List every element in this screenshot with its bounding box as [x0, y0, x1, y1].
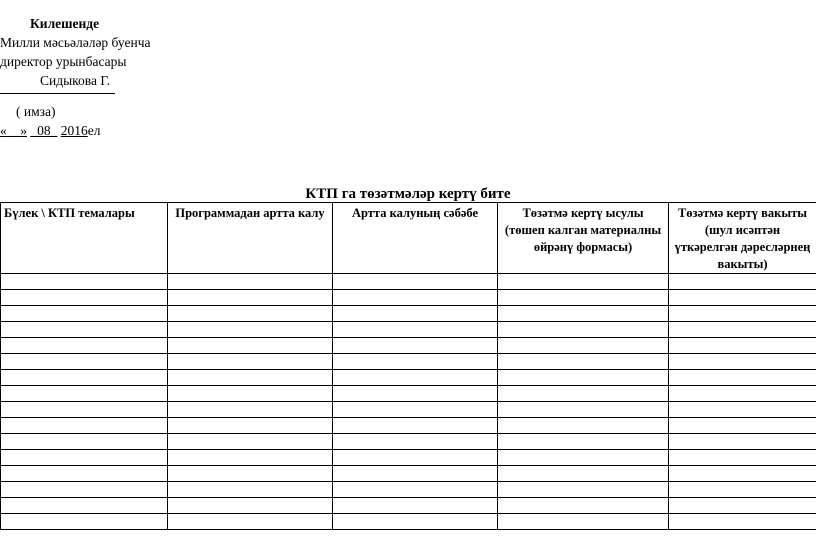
table-row	[1, 290, 816, 306]
table-row	[1, 466, 816, 482]
table-cell	[498, 498, 669, 514]
table-cell	[168, 514, 333, 530]
table-cell	[168, 450, 333, 466]
table-cell	[1, 306, 168, 322]
table-cell	[333, 370, 498, 386]
table-cell	[669, 466, 816, 482]
table-cell	[168, 354, 333, 370]
table-cell	[498, 354, 669, 370]
table-cell	[669, 482, 816, 498]
approval-date	[0, 121, 100, 140]
header-program-lag: Программадан арттa калу	[168, 203, 333, 274]
date-year: 2016	[60, 123, 88, 138]
table-cell	[498, 402, 669, 418]
table-cell	[498, 386, 669, 402]
table-cell	[333, 466, 498, 482]
table-cell	[333, 402, 498, 418]
table-cell	[168, 418, 333, 434]
table-row	[1, 274, 816, 290]
date-close: »	[20, 123, 27, 138]
date-month: _08_	[30, 123, 58, 138]
table-cell	[333, 498, 498, 514]
date-day-blank: __	[6, 123, 21, 138]
table-cell	[669, 514, 816, 530]
table-cell	[333, 386, 498, 402]
table-row	[1, 450, 816, 466]
table-cell	[168, 322, 333, 338]
table-row	[1, 434, 816, 450]
document-title: КТП га төзәтмәләр кертү бите	[305, 186, 511, 202]
table-cell	[1, 386, 168, 402]
table-cell	[669, 338, 816, 354]
table-cell	[333, 306, 498, 322]
table-cell	[1, 514, 168, 530]
approval-position-line2: директор урынбасары	[0, 54, 127, 69]
table-cell	[498, 370, 669, 386]
table-cell	[333, 274, 498, 290]
table-cell	[333, 290, 498, 306]
table-row	[1, 482, 816, 498]
table-cell	[669, 402, 816, 418]
table-cell	[168, 402, 333, 418]
table-cell	[168, 466, 333, 482]
header-correction-time: Төзәтмә кертү вакыты (шул исәптән үткәрелгән дәресләрнең вакыты)	[669, 203, 816, 274]
table-cell	[1, 434, 168, 450]
approval-heading: Килешенде	[30, 16, 100, 31]
table-cell	[1, 450, 168, 466]
table-cell	[1, 498, 168, 514]
table-row	[1, 322, 816, 338]
table-cell	[498, 466, 669, 482]
table-cell	[498, 274, 669, 290]
table-row	[1, 498, 816, 514]
table-cell	[333, 354, 498, 370]
table-row	[1, 386, 816, 402]
table-cell	[1, 402, 168, 418]
header-lag-reason: Артта калуның сәбәбе	[333, 203, 498, 274]
table-cell	[168, 386, 333, 402]
table-cell	[669, 418, 816, 434]
table-row	[1, 514, 816, 530]
table-cell	[1, 322, 168, 338]
table-cell	[1, 274, 168, 290]
table-cell	[1, 354, 168, 370]
table-cell	[333, 418, 498, 434]
table-cell	[1, 418, 168, 434]
signature-label: ( имза)	[16, 104, 56, 119]
table-cell	[669, 498, 816, 514]
table-cell	[168, 306, 333, 322]
approval-name: Сидыкова Г.	[40, 73, 111, 88]
table-cell	[498, 338, 669, 354]
table-cell	[498, 482, 669, 498]
table-cell	[333, 450, 498, 466]
table-cell	[669, 386, 816, 402]
table-cell	[333, 514, 498, 530]
table-cell	[1, 338, 168, 354]
table-cell	[168, 274, 333, 290]
table-cell	[168, 338, 333, 354]
table-cell	[498, 306, 669, 322]
table-cell	[669, 370, 816, 386]
table-row	[1, 418, 816, 434]
table-cell	[669, 290, 816, 306]
table-cell	[168, 434, 333, 450]
table-cell	[669, 434, 816, 450]
table-cell	[669, 354, 816, 370]
header-correction-method: Төзәтмә кертү ысулы (төшеп калган материалны өйрәнү формасы)	[498, 203, 669, 274]
table-cell	[1, 290, 168, 306]
table-cell	[498, 418, 669, 434]
table-row	[1, 306, 816, 322]
table-cell	[168, 370, 333, 386]
table-cell	[498, 290, 669, 306]
table-cell	[1, 466, 168, 482]
table-cell	[498, 434, 669, 450]
table-header-row	[1, 203, 816, 274]
date-open: «	[0, 123, 7, 138]
table-cell	[1, 370, 168, 386]
table-cell	[333, 338, 498, 354]
corrections-table	[0, 202, 816, 530]
table-cell	[498, 514, 669, 530]
table-cell	[498, 322, 669, 338]
approval-position-line1: Милли мәсьәләләр буенча	[0, 35, 151, 50]
table-cell	[168, 290, 333, 306]
table-cell	[669, 450, 816, 466]
table-cell	[333, 482, 498, 498]
table-cell	[669, 322, 816, 338]
table-cell	[669, 306, 816, 322]
table-row	[1, 354, 816, 370]
signature-line	[0, 93, 115, 94]
date-suffix: ел	[87, 123, 101, 138]
table-cell	[1, 482, 168, 498]
table-row	[1, 402, 816, 418]
table-cell	[168, 482, 333, 498]
header-section-topics: Бүлек \ КТП темалары	[1, 203, 168, 274]
table-row	[1, 370, 816, 386]
table-cell	[498, 450, 669, 466]
table-cell	[168, 498, 333, 514]
table-cell	[333, 434, 498, 450]
table-cell	[669, 274, 816, 290]
table-body	[1, 274, 816, 530]
table-cell	[333, 322, 498, 338]
table-row	[1, 338, 816, 354]
